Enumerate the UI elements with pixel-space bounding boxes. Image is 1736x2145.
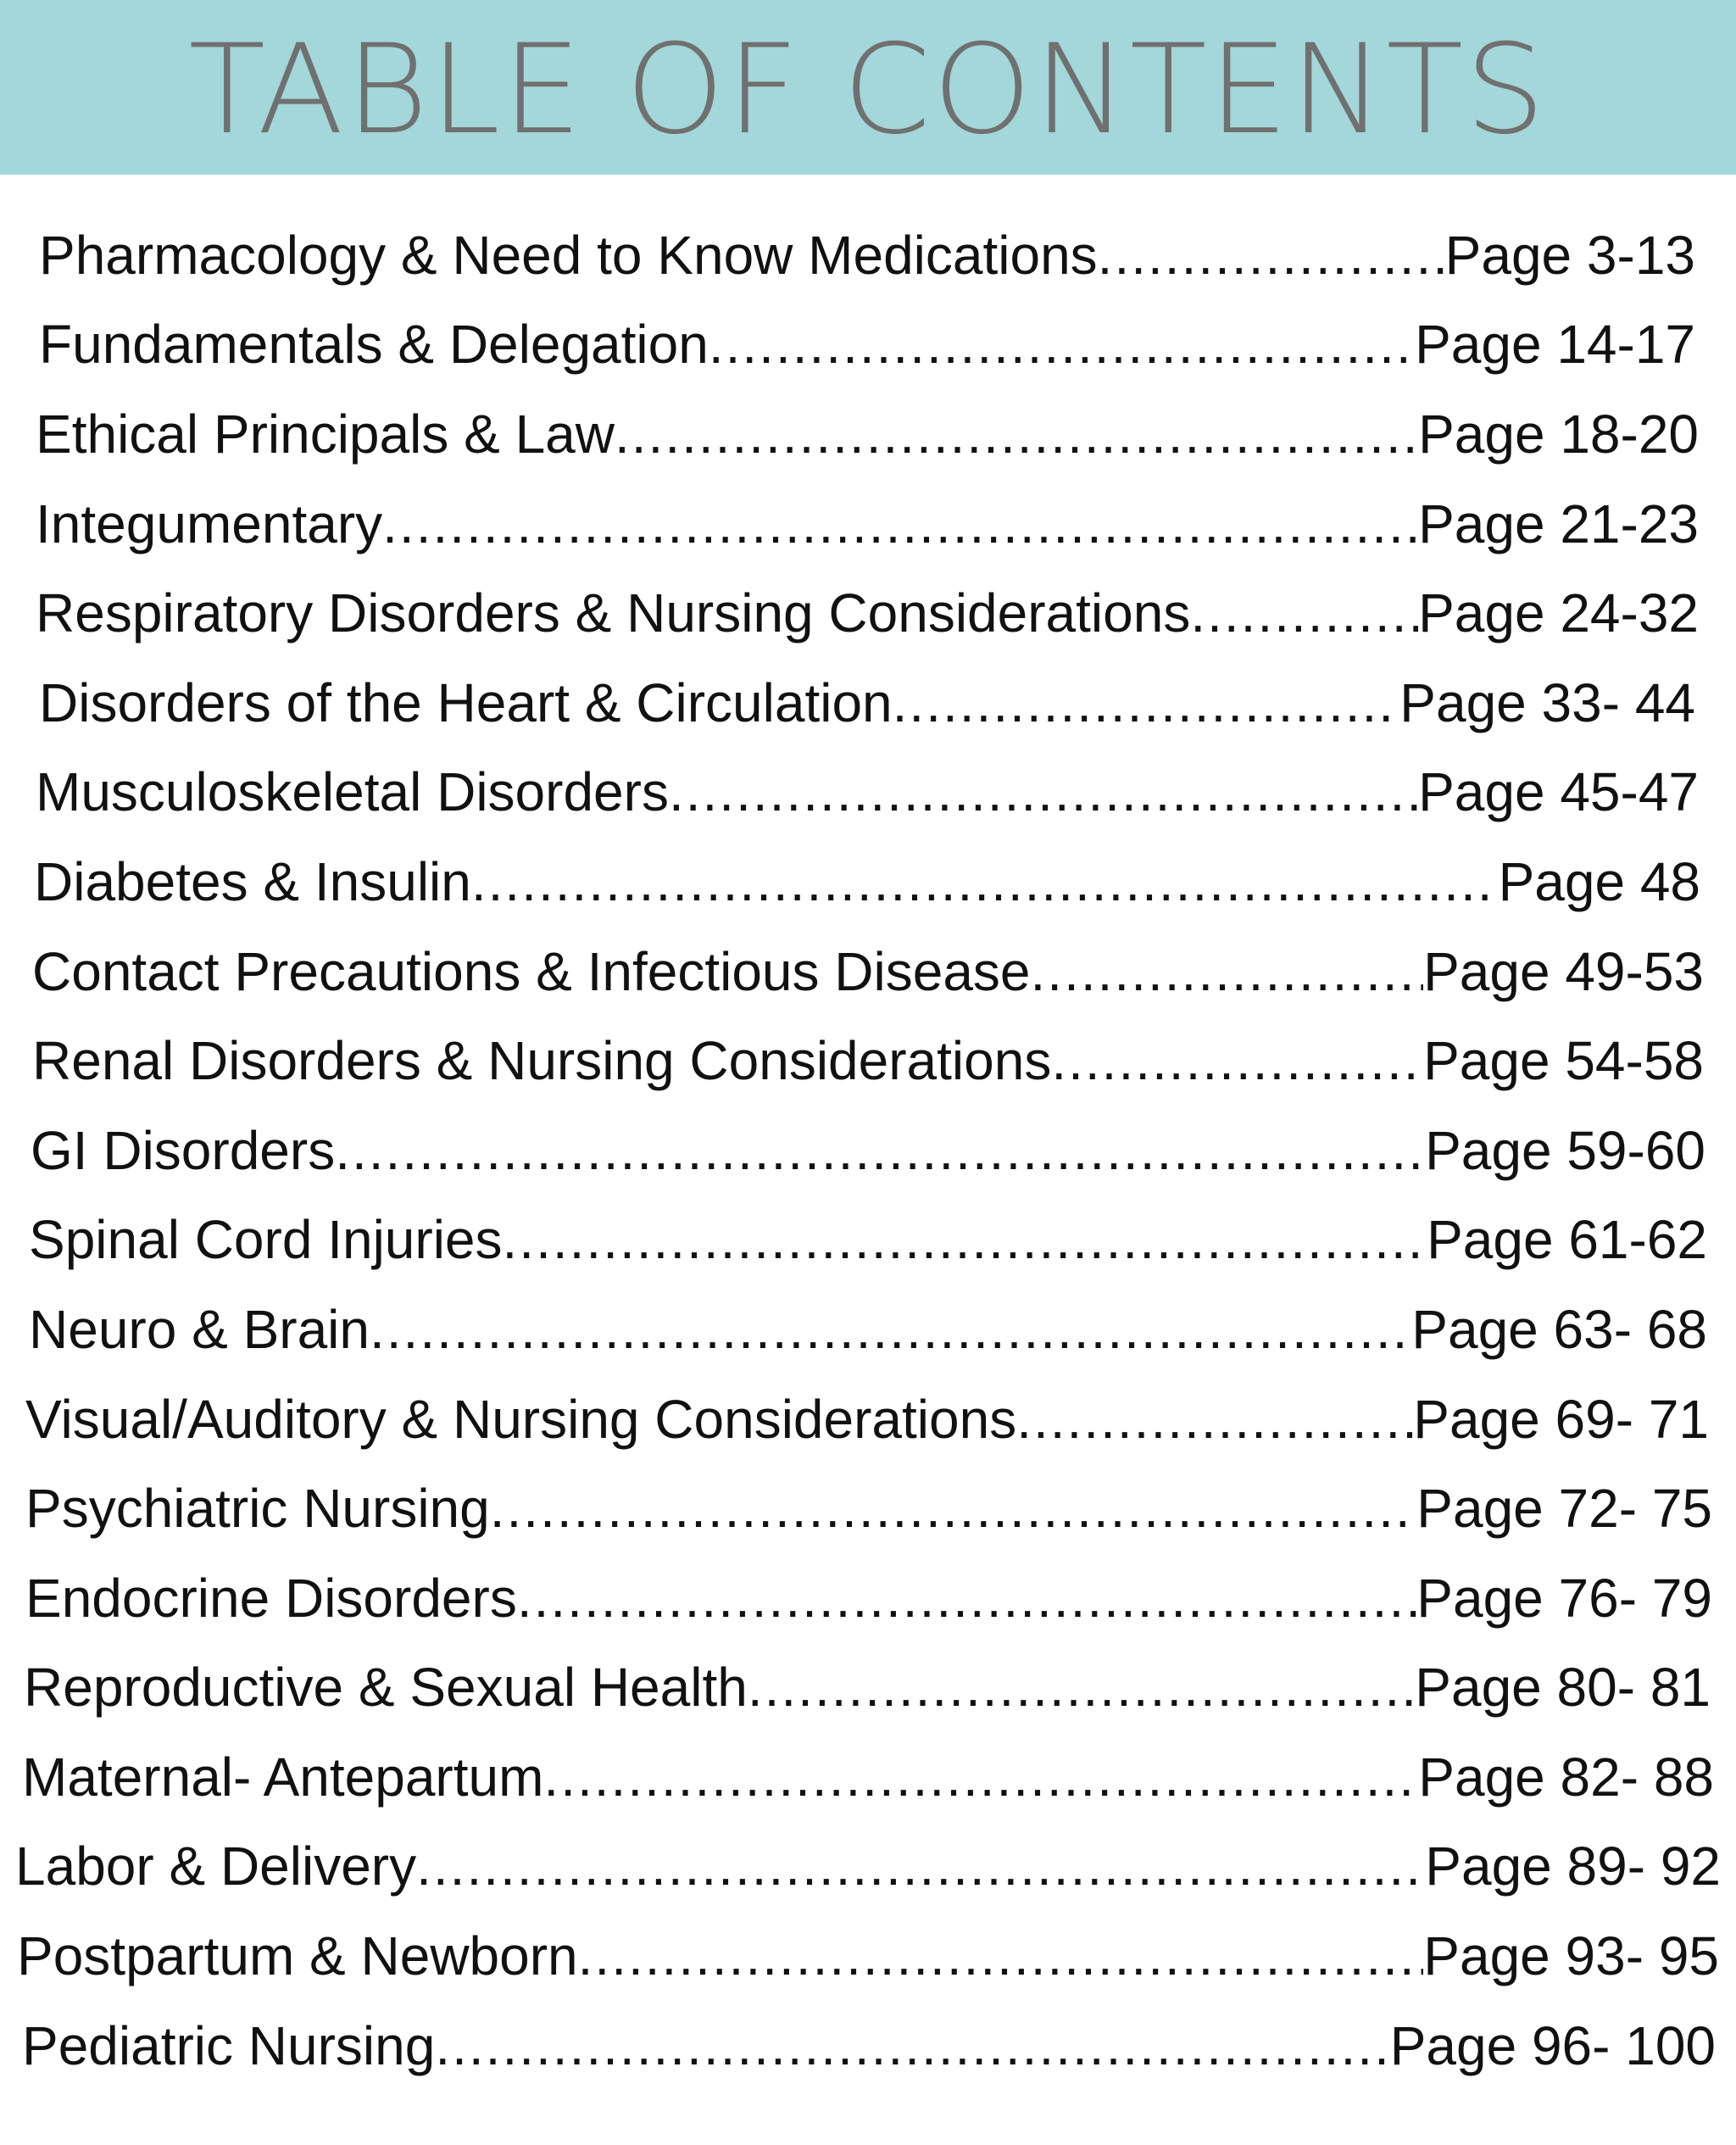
- header-band: [0, 0, 1736, 175]
- toc-entry-title: Neuro & Brain: [29, 1298, 370, 1360]
- toc-entry-page: Page 72- 75: [1416, 1478, 1712, 1540]
- toc-entry-page: Page 80- 81: [1415, 1657, 1711, 1719]
- toc-leader-dots: [1190, 582, 1418, 644]
- toc-leader-dots: [503, 1208, 1427, 1271]
- toc-entry-page: Page 89- 92: [1425, 1836, 1721, 1897]
- toc-entry[interactable]: [0, 1016, 1736, 1106]
- toc-entry-title: Disorders of the Heart & Circulation: [39, 671, 893, 733]
- toc-entry[interactable]: [0, 1195, 1736, 1285]
- toc-entry-page: Page 59-60: [1425, 1119, 1705, 1181]
- toc-entry-page: Page 33- 44: [1399, 671, 1695, 733]
- toc-entry[interactable]: [0, 568, 1736, 658]
- toc-entry-title: Visual/Auditory & Nursing Considerations: [25, 1388, 1017, 1450]
- toc-entry[interactable]: [0, 1284, 1736, 1374]
- toc-entry-page: Page 48: [1498, 850, 1700, 912]
- toc-entry-page: Page 54-58: [1423, 1030, 1704, 1092]
- toc-entry-page: Page 93- 95: [1423, 1925, 1719, 1987]
- toc-leader-dots: [543, 1746, 1418, 1808]
- toc-leader-dots: [416, 1835, 1425, 1897]
- toc-entry-title: Spinal Cord Injuries: [29, 1209, 503, 1271]
- toc-entry[interactable]: [0, 658, 1736, 748]
- page-title: TABLE OF CONTENTS: [188, 18, 1548, 162]
- toc-entry-page: Page 76- 79: [1416, 1567, 1712, 1629]
- toc-leader-dots: [490, 1477, 1417, 1540]
- toc-leader-dots: [335, 1119, 1425, 1182]
- toc-entry-page: Page 24-32: [1418, 582, 1699, 644]
- toc-list: [0, 210, 1736, 2090]
- toc-entry-page: Page 21-23: [1418, 493, 1699, 554]
- toc-entry[interactable]: [0, 748, 1736, 838]
- toc-entry-title: Integumentary: [36, 493, 383, 554]
- toc-entry-title: Psychiatric Nursing: [25, 1478, 490, 1540]
- toc-leader-dots: [370, 1298, 1411, 1361]
- toc-entry-title: Endocrine Disorders: [25, 1567, 517, 1629]
- toc-entry-page: Page 82- 88: [1418, 1746, 1714, 1808]
- toc-entry-title: Fundamentals & Delegation: [39, 314, 709, 376]
- toc-leader-dots: [1051, 1029, 1423, 1092]
- toc-entry[interactable]: [0, 300, 1736, 390]
- toc-entry[interactable]: [0, 389, 1736, 479]
- toc-entry-title: Ethical Principals & Law: [36, 403, 615, 465]
- toc-entry[interactable]: [0, 1822, 1736, 1912]
- toc-entry-title: Contact Precautions & Infectious Disease: [32, 940, 1031, 1002]
- toc-entry[interactable]: [0, 479, 1736, 569]
- toc-leader-dots: [578, 1925, 1424, 1987]
- toc-entry-title: GI Disorders: [31, 1119, 336, 1181]
- toc-entry[interactable]: [0, 1553, 1736, 1643]
- toc-leader-dots: [1098, 224, 1445, 287]
- toc-leader-dots: [709, 313, 1415, 376]
- toc-entry[interactable]: [0, 927, 1736, 1017]
- toc-leader-dots: [1031, 940, 1424, 1003]
- toc-entry[interactable]: [0, 2001, 1736, 2091]
- toc-leader-dots: [615, 403, 1418, 465]
- toc-entry[interactable]: [0, 837, 1736, 927]
- toc-leader-dots: [748, 1656, 1415, 1719]
- toc-entry[interactable]: [0, 1374, 1736, 1464]
- toc-leader-dots: [893, 671, 1400, 734]
- toc-entry-title: Pediatric Nursing: [22, 2014, 436, 2076]
- toc-entry-page: Page 14-17: [1415, 314, 1695, 376]
- toc-entry[interactable]: [0, 1463, 1736, 1553]
- toc-leader-dots: [517, 1567, 1416, 1630]
- toc-leader-dots: [471, 850, 1499, 913]
- toc-entry-title: Diabetes & Insulin: [34, 850, 471, 912]
- toc-entry[interactable]: [0, 1911, 1736, 2001]
- toc-entry-title: Musculoskeletal Disorders: [36, 761, 669, 823]
- toc-entry-title: Postpartum & Newborn: [17, 1925, 578, 1987]
- toc-entry-page: Page 49-53: [1423, 940, 1704, 1002]
- toc-entry-page: Page 69- 71: [1413, 1388, 1709, 1450]
- toc-entry-title: Labor & Delivery: [15, 1836, 417, 1897]
- toc-entry[interactable]: [0, 1106, 1736, 1195]
- toc-leader-dots: [669, 760, 1418, 823]
- toc-entry-title: Maternal- Antepartum: [22, 1746, 544, 1808]
- toc-leader-dots: [382, 493, 1418, 555]
- toc-entry-title: Pharmacology & Need to Know Medications: [39, 224, 1098, 286]
- toc-leader-dots: [435, 2014, 1389, 2077]
- toc-entry[interactable]: [0, 1732, 1736, 1822]
- toc-entry[interactable]: [0, 210, 1736, 300]
- toc-entry-title: Renal Disorders & Nursing Considerations: [32, 1030, 1052, 1092]
- toc-entry-page: Page 61-62: [1427, 1209, 1707, 1271]
- toc-entry[interactable]: [0, 1643, 1736, 1733]
- toc-entry-page: Page 96- 100: [1389, 2014, 1716, 2076]
- toc-entry-page: Page 3-13: [1444, 224, 1695, 286]
- toc-leader-dots: [1016, 1388, 1413, 1451]
- toc-entry-title: Respiratory Disorders & Nursing Considerations: [36, 582, 1191, 644]
- toc-entry-title: Reproductive & Sexual Health: [24, 1657, 748, 1719]
- toc-entry-page: Page 18-20: [1418, 403, 1699, 465]
- toc-entry-page: Page 63- 68: [1411, 1298, 1707, 1360]
- toc-entry-page: Page 45-47: [1418, 761, 1699, 823]
